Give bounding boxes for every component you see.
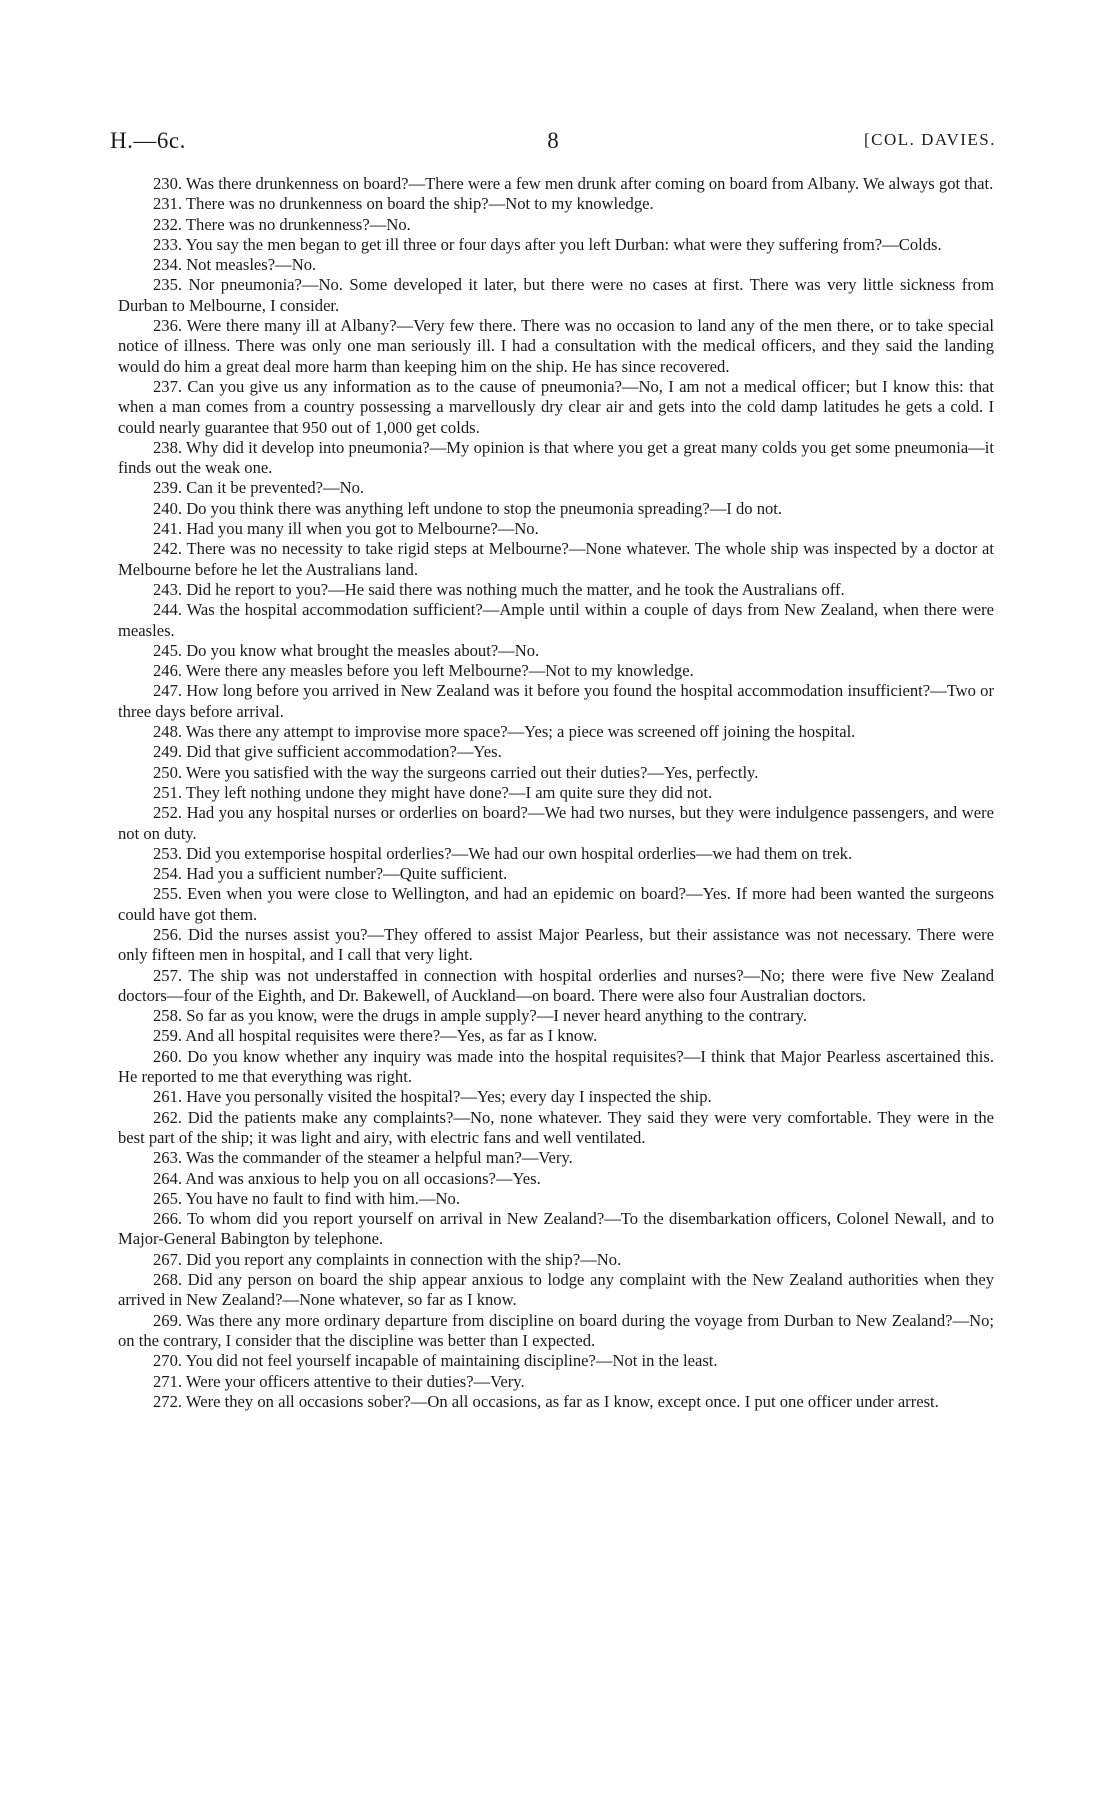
qa-233: 233. You say the men began to get ill three or four days after you left Durban: what were they suffering from?—Colds. bbox=[153, 234, 942, 254]
qa-247: 247. How long before you arrived in New Zealand was it before you found the hospital accommodation insufficient?—Two or three days before arrival. bbox=[118, 681, 994, 721]
qa-242: 242. There was no necessity to take rigid steps at Melbourne?—None whatever. The whole ship was inspected by a doctor at Melbourne before he let the Australians land. bbox=[118, 539, 994, 579]
qa-268: 268. Did any person on board the ship appear anxious to lodge any complaint with the New Zealand authorities when they arrived in New Zealand?—None whatever, so far as I know. bbox=[118, 1270, 994, 1310]
qa-231: 231. There was no drunkenness on board the ship?—Not to my knowledge. bbox=[153, 194, 654, 214]
qa-250: 250. Were you satisfied with the way the surgeons carried out their duties?—Yes, perfectly. bbox=[153, 762, 759, 782]
qa-259: 259. And all hospital requisites were there?—Yes, as far as I know. bbox=[153, 1026, 598, 1046]
testimony-body bbox=[118, 174, 994, 1412]
qa-262: 262. Did the patients make any complaints?—No, none whatever. They said they were very comfortable. They were in the best part of the ship; it was light and airy, with electric fans and well ventilated. bbox=[118, 1107, 994, 1147]
qa-240: 240. Do you think there was anything left undone to stop the pneumonia spreading?—I do not. bbox=[153, 498, 783, 518]
page-number: 8 bbox=[547, 128, 559, 153]
qa-236: 236. Were there many ill at Albany?—Very few there. There was no occasion to land any of the men there, or to take special notice of illness. There was only one man seriously ill. I had a consultation with the medical officers, and they said the landing would do him a great deal more harm than keeping him on the ship. He has since recovered. bbox=[118, 316, 994, 376]
qa-263: 263. Was the commander of the steamer a helpful man?—Very. bbox=[153, 1148, 573, 1168]
qa-230: 230. Was there drunkenness on board?—There were a few men drunk after coming on board from Albany. We always got that. bbox=[153, 174, 994, 193]
qa-237: 237. Can you give us any information as to the cause of pneumonia?—No, I am not a medical officer; but I know this: that when a man comes from a country possessing a marvellously dry clear air and gets into the cold damp latitudes he gets a cold. I could nearly guarantee that 950 out of 1,000 get colds. bbox=[118, 376, 994, 437]
qa-269: 269. Was there any more ordinary departure from discipline on board during the voyage from Durban to New Zealand?—No; on the contrary, I consider that the discipline was better than I expected. bbox=[118, 1310, 994, 1350]
qa-256: 256. Did the nurses assist you?—They offered to assist Major Pearless, but their assistance was not necessary. There were only fifteen men in hospital, and I call that very light. bbox=[118, 924, 994, 965]
qa-238: 238. Why did it develop into pneumonia?—My opinion is that where you get a great many colds you get some pneumonia—it finds out the weak one. bbox=[118, 437, 994, 478]
qa-258: 258. So far as you know, were the drugs in ample supply?—I never heard anything to the contrary. bbox=[153, 1006, 808, 1026]
qa-266: 266. To whom did you report yourself on arrival in New Zealand?—To the disembarkation officers, Colonel Newall, and to Major-General Babington by telephone. bbox=[118, 1209, 994, 1249]
qa-271: 271. Were your officers attentive to their duties?—Very. bbox=[153, 1371, 525, 1391]
running-head-witness: [COL. DAVIES. bbox=[863, 130, 996, 149]
qa-254: 254. Had you a sufficient number?—Quite sufficient. bbox=[153, 864, 508, 884]
qa-235: 235. Nor pneumonia?—No. Some developed it later, but there were no cases at first. There was very little sickness from Durban to Melbourne, I consider. bbox=[118, 275, 994, 315]
qa-252: 252. Had you any hospital nurses or orderlies on board?—We had two nurses, but they were indulgence passengers, and were not on duty. bbox=[118, 803, 994, 843]
qa-246: 246. Were there any measles before you left Melbourne?—Not to my knowledge. bbox=[153, 661, 694, 681]
qa-249: 249. Did that give sufficient accommodation?—Yes. bbox=[153, 742, 502, 762]
qa-253: 253. Did you extemporise hospital orderlies?—We had our own hospital orderlies—we had them on trek. bbox=[153, 843, 853, 863]
qa-243: 243. Did he report to you?—He said there was nothing much the matter, and he took the Australians off. bbox=[153, 579, 845, 599]
qa-260: 260. Do you know whether any inquiry was made into the hospital requisites?—I think that Major Pearless ascertained this. He reported to me that everything was right. bbox=[118, 1046, 994, 1087]
qa-244: 244. Was the hospital accommodation sufficient?—Ample until within a couple of days from New Zealand, when there were measles. bbox=[118, 600, 994, 640]
qa-251: 251. They left nothing undone they might have done?—I am quite sure they did not. bbox=[153, 782, 713, 802]
document-reference: H.—6c. bbox=[110, 128, 186, 153]
qa-257: 257. The ship was not understaffed in connection with hospital orderlies and nurses?—No; there were five New Zealand doctors—four of the Eighth, and Dr. Bakewell, of Auckland—on board. There were also four Australian doctors. bbox=[118, 965, 994, 1005]
qa-261: 261. Have you personally visited the hospital?—Yes; every day I inspected the ship. bbox=[153, 1087, 712, 1107]
qa-232: 232. There was no drunkenness?—No. bbox=[153, 214, 411, 234]
page-header bbox=[110, 128, 996, 160]
qa-248: 248. Was there any attempt to improvise more space?—Yes; a piece was screened off joining the hospital. bbox=[153, 722, 856, 742]
qa-239: 239. Can it be prevented?—No. bbox=[153, 478, 365, 498]
qa-272: 272. Were they on all occasions sober?—On all occasions, as far as I know, except once. I put one officer under arrest. bbox=[153, 1391, 939, 1411]
qa-255: 255. Even when you were close to Wellington, and had an epidemic on board?—Yes. If more had been wanted the surgeons could have got them. bbox=[118, 884, 994, 924]
qa-245: 245. Do you know what brought the measles about?—No. bbox=[153, 640, 540, 660]
qa-270: 270. You did not feel yourself incapable of maintaining discipline?—Not in the least. bbox=[153, 1351, 718, 1371]
qa-234: 234. Not measles?—No. bbox=[153, 255, 317, 275]
qa-241: 241. Had you many ill when you got to Melbourne?—No. bbox=[153, 519, 539, 539]
qa-264: 264. And was anxious to help you on all occasions?—Yes. bbox=[153, 1168, 541, 1188]
qa-267: 267. Did you report any complaints in connection with the ship?—No. bbox=[153, 1249, 622, 1269]
qa-265: 265. You have no fault to find with him.—No. bbox=[153, 1188, 460, 1208]
